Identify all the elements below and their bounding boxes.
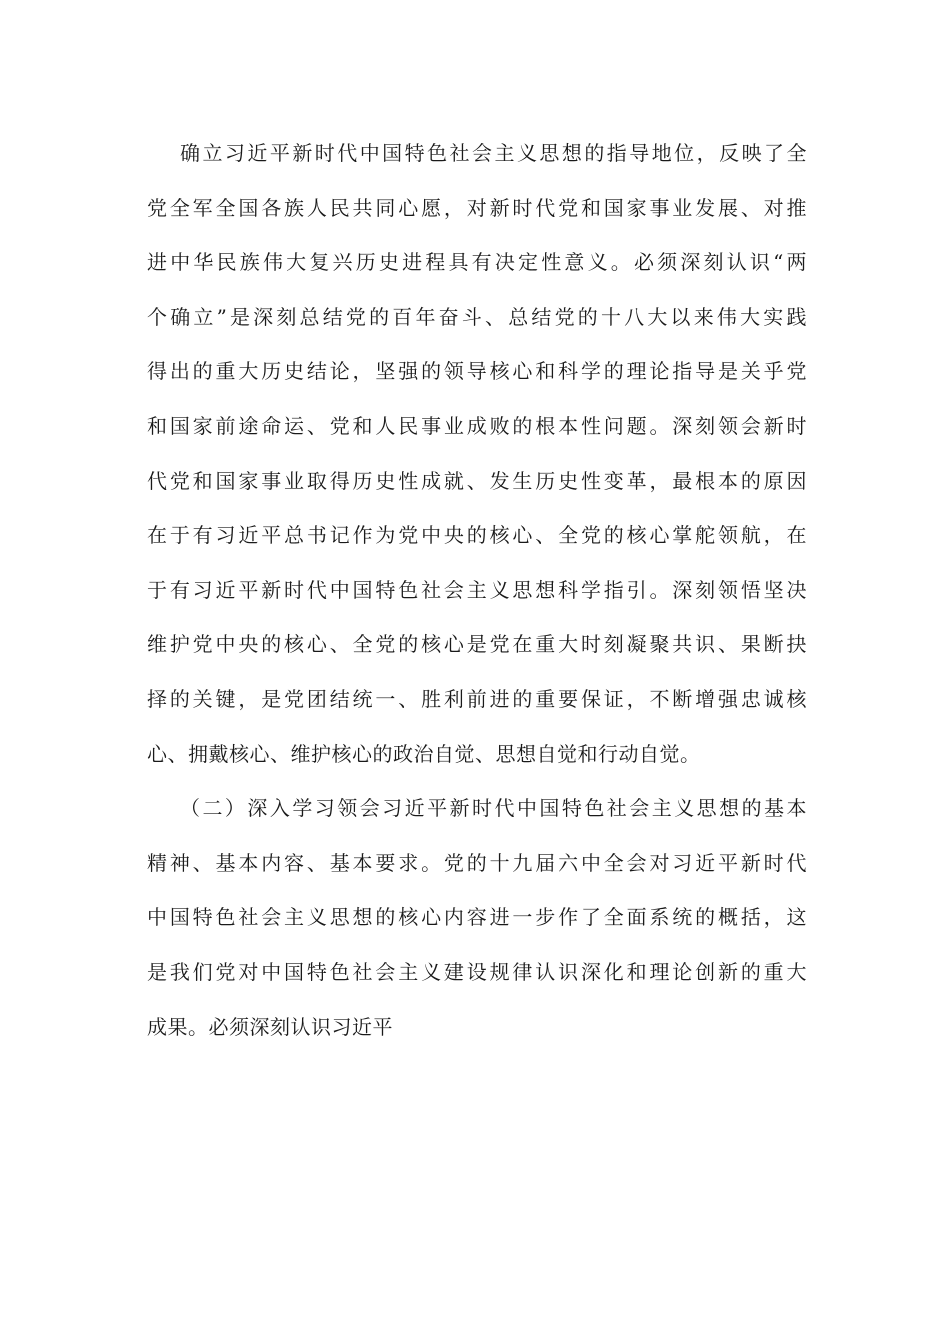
text-line: 代党和国家事业取得历史性成就、发生历史性变革，最根本的原因: [147, 468, 807, 493]
text-line: 党全军全国各族人民共同心愿，对新时代党和国家事业发展、对推: [147, 195, 807, 220]
text-line: 进中华民族伟大复兴历史进程具有决定性意义。必须深刻认识“两: [147, 250, 807, 275]
text-line: 于有习近平新时代中国特色社会主义思想科学指引。深刻领悟坚决: [147, 577, 807, 602]
text-line: （二）深入学习领会习近平新时代中国特色社会主义思想的基本: [180, 796, 807, 821]
text-line: 确立习近平新时代中国特色社会主义思想的指导地位，反映了全: [180, 141, 807, 165]
text-line: 是我们党对中国特色社会主义建设规律认识深化和理论创新的重大: [147, 959, 807, 984]
text-line: 精神、基本内容、基本要求。党的十九届六中全会对习近平新时代: [147, 850, 807, 875]
paragraph-2: [147, 781, 807, 1054]
text-line: 心、拥戴核心、维护核心的政治自觉、思想自觉和行动自觉。: [147, 741, 701, 766]
document-body: [147, 126, 807, 1054]
text-line: 择的关键，是党团结统一、胜利前进的重要保证，不断增强忠诚核: [147, 686, 807, 711]
text-line: 得出的重大历史结论，坚强的领导核心和科学的理论指导是关乎党: [147, 359, 807, 384]
text-line: 在于有习近平总书记作为党中央的核心、全党的核心掌舵领航，在: [147, 523, 807, 548]
text-line: 中国特色社会主义思想的核心内容进一步作了全面系统的概括，这: [147, 905, 807, 930]
text-line: 和国家前途命运、党和人民事业成败的根本性问题。深刻领会新时: [147, 413, 807, 438]
text-line: 个确立”是深刻总结党的百年奋斗、总结党的十八大以来伟大实践: [147, 304, 807, 329]
paragraph-1: [147, 126, 807, 781]
text-line: 维护党中央的核心、全党的核心是党在重大时刻凝聚共识、果断抉: [147, 632, 807, 657]
text-line: 成果。必须深刻认识习近平: [147, 1014, 393, 1039]
